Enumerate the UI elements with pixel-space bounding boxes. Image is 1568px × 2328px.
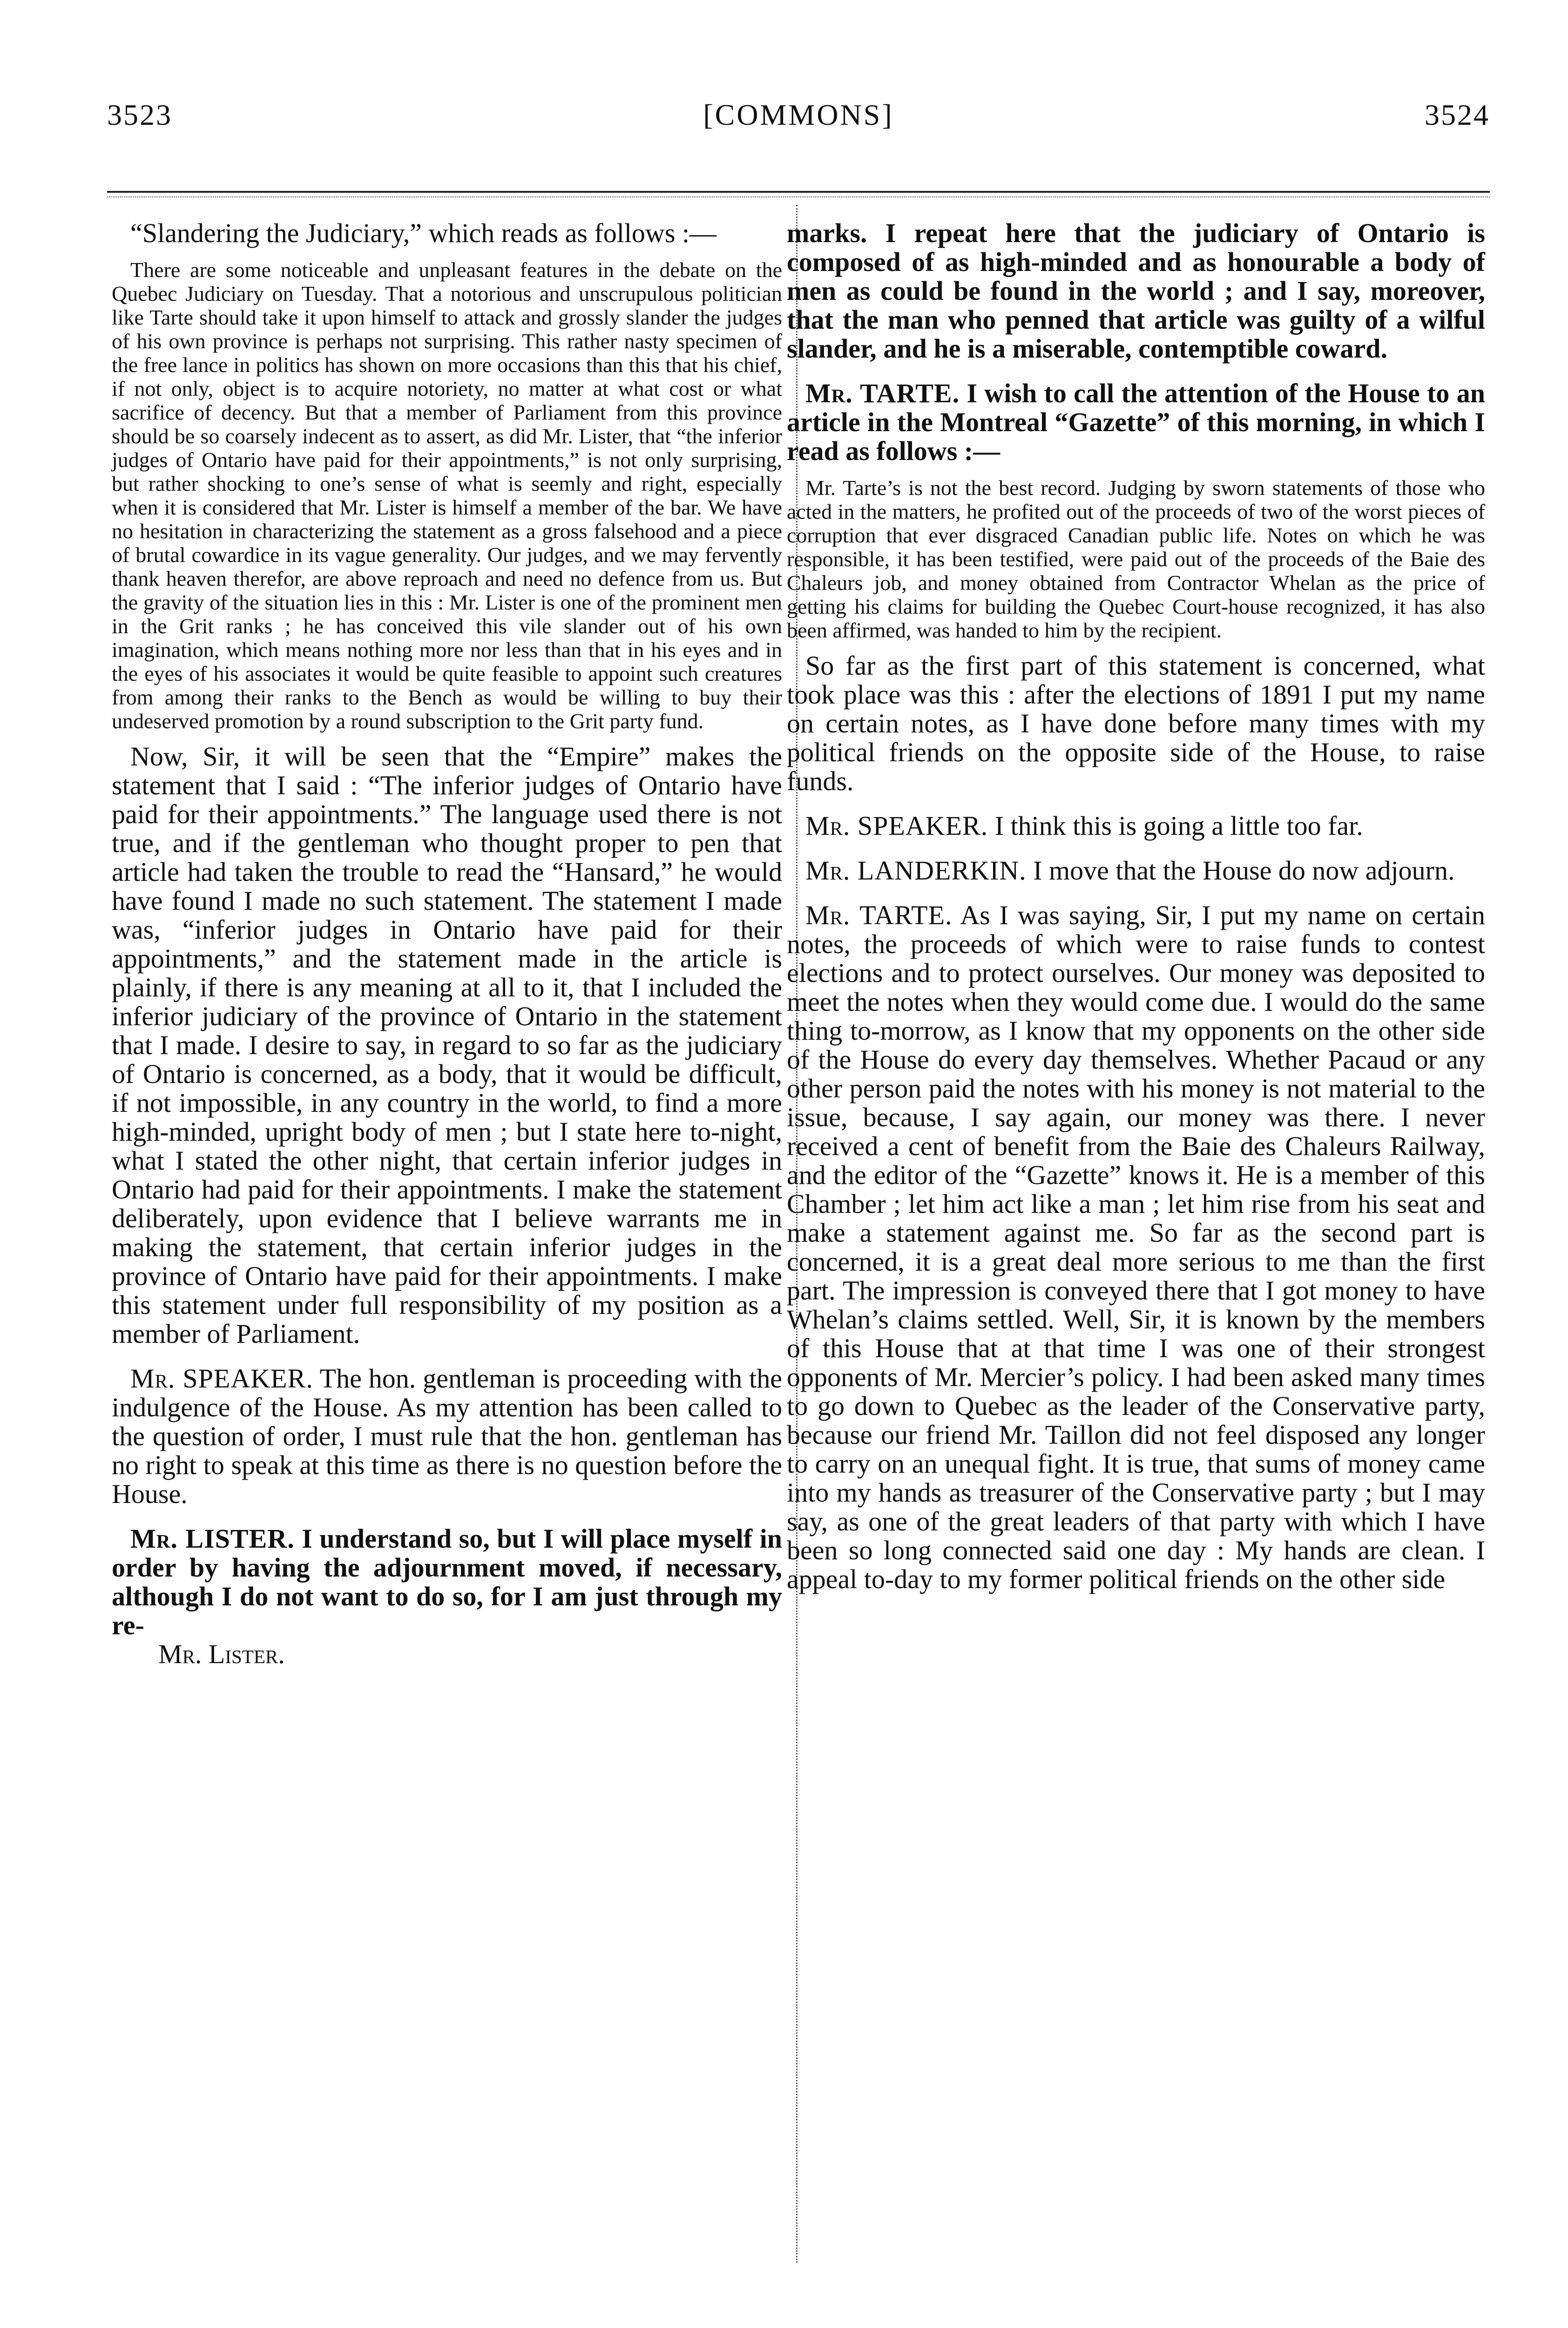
speaker-name-label-2: Mr. SPEAKER. bbox=[805, 811, 988, 841]
left-page-number: 3523 bbox=[107, 98, 172, 131]
header-dotted-rule bbox=[107, 196, 1490, 197]
lister-reply-text: I understand so, but I will place myself in order by having the adjournment moved, if necessary, although I do not want to do so, for I am just through my re- bbox=[112, 1523, 783, 1640]
landerkin-name-label: Mr. LANDERKIN. bbox=[805, 855, 1027, 886]
speaker-name-label: Mr. SPEAKER. bbox=[130, 1363, 313, 1394]
lister-continuation: marks. I repeat here that the judiciary of Ontario is composed of as high-minded and as honourable a body of men as could be found in the world ; and I say, moreover, that the man who penned that article was guilty of a wilful slander, and he is a miserable, contemptible coward. bbox=[787, 218, 1485, 364]
tarte-name-label: Mr. TARTE. bbox=[805, 378, 960, 408]
tarte-paragraph: So far as the first part of this statement is concerned, what took place was this : after the elections of 1891 I put my name on certain notes, as I have done before many times with my political friends on the opposite side of the House, to raise funds. bbox=[787, 650, 1485, 796]
page-header bbox=[107, 98, 1490, 149]
left-column bbox=[112, 219, 782, 1669]
speaker-ruling-text: The hon. gentleman is proceeding with the indulgence of the House. As my attention has been called to the question of order, I must rule that the hon. gentleman has no right to speak at this time as there is no question before the House. bbox=[112, 1363, 783, 1509]
empire-quote: There are some noticeable and unpleasant features in the debate on the Quebec Judiciary on Tuesday. That a notorious and unscrupulous politician like Tarte should take it upon himself to attack and grossly slander the judges of his own province is perhaps not surprising. This rather nasty specimen of the free lance in politics has shown on more occasions than this that his chief, if not only, object is to acquire notoriety, no matter at what cost or what sacrifice of decency. But that a member of Parliament from this province should be so coarsely indecent as to assert, as did Mr. Lister, that “the inferior judges of Ontario have paid for their appointments,” is not only surprising, but rather shocking to one’s sense of what is seemly and right, especially when it is considered that Mr. Lister is himself a member of the bar. We have no hesitation in characterizing the statement as a gross falsehood and a piece of brutal cowardice in its vague generality. Our judges, and we may fervently thank heaven therefor, are above reproach and need no defence from us. But the gravity of the situation lies in this : Mr. Lister is one of the prominent men in the Grit ranks ; he has conceived this vile slander out of his own imagination, which means nothing more nor less than that in his eyes and in the eyes of his associates it would be quite feasible to appoint such creatures from among their ranks to the Bench as would be willing to buy their undeserved promotion by a round subscription to the Grit party fund. bbox=[112, 258, 782, 733]
gazette-quote: Mr. Tarte’s is not the best record. Judging by sworn statements of those who acted in the matters, he profited out of the proceeds of two of the worst pieces of corruption that ever disgraced Canadian public life. Notes on which he was responsible, it has been testified, were paid out of the proceeds of the Baie des Chaleurs job, and money obtained from Contractor Whelan as the price of getting his claims for building the Quebec Court-house recognized, it has also been affirmed, was handed to him by the recipient. bbox=[787, 476, 1485, 642]
quote-intro: “Slandering the Judiciary,” which reads as follows :— bbox=[130, 218, 717, 248]
tarte-statement bbox=[787, 379, 1485, 466]
tarte-continued bbox=[787, 901, 1485, 1594]
speaker-interjection-text: I think this is going a little too far. bbox=[994, 811, 1363, 841]
lister-reply bbox=[112, 1524, 782, 1640]
tarte-name-label-2: Mr. TARTE. bbox=[805, 900, 953, 930]
column-footer-name: Mr. Lister. bbox=[158, 1639, 285, 1669]
landerkin-motion bbox=[787, 856, 1485, 885]
speaker-interjection bbox=[787, 812, 1485, 840]
landerkin-motion-text: I move that the House do now adjourn. bbox=[1033, 855, 1455, 886]
tarte-continued-text: As I was saying, Sir, I put my name on certain notes, the proceeds of which were to raise funds to contest elections and to protect ourselves. Our money was deposited to meet the notes when they would come due. I would do the same thing to-morrow, as I know that my opponents on the other side of the House do every day themselves. Whether Pacaud or any other person paid the notes with his money is not material to the issue, because, I say again, our money was there. I never received a cent of benefit from the Baie des Chaleurs Railway, and the editor of the “Gazette” knows it. He is a member of this Chamber ; let him act like a man ; let him rise from his seat and make a statement against me. So far as the second part is concerned, it is a great deal more serious to me than the first part. The impression is conveyed there that I got money to have Whelan’s claims settled. Well, Sir, it is known by the members of this House that at that time I was one of their strongest opponents of Mr. Mercier’s policy. I had been asked many times to go down to Quebec as the leader of the Conservative party, because our friend Mr. Taillon did not feel disposed any longer to carry on an unequal fight. It is true, that sums of money came into my hands as treasurer of the Conservative party ; but I may say, as one of the great leaders of that party with which I have been so long connected said one day : My hands are clean. I appeal to-day to my former political friends on the other side bbox=[787, 900, 1485, 1594]
header-rule bbox=[107, 191, 1490, 193]
header-title: [COMMONS] bbox=[703, 98, 894, 131]
right-column bbox=[787, 219, 1485, 1594]
speaker-ruling bbox=[112, 1364, 782, 1509]
lister-name-label: Mr. LISTER. bbox=[130, 1523, 295, 1554]
tarte-statement-text: I wish to call the attention of the House to an article in the Montreal “Gazette” of this morning, in which I read as follows :— bbox=[787, 378, 1486, 466]
lister-speech-paragraph: Now, Sir, it will be seen that the “Empire” makes the statement that I said : “The inferior judges of Ontario have paid for their appointments.” The language used there is not true, and if the gentleman who thought proper to pen that article had taken the trouble to read the “Hansard,” he would have found I made no such statement. The statement I made was, “inferior judges in Ontario have paid for their appointments,” and the statement made in the article is plainly, if there is any meaning at all to it, that I included the inferior judiciary of the province of Ontario in the statement that I made. I desire to say, in regard to so far as the judiciary of Ontario is concerned, as a body, that it would be difficult, if not impossible, in any country in the world, to find a more high-minded, upright body of men ; but I state here to-night, what I stated the other night, that certain inferior judges in Ontario had paid for their appointments. I make the statement deliberately, upon evidence that I believe warrants me in making the statement, that certain inferior judges in the province of Ontario have paid for their appointments. I make this statement under full responsibility of my position as a member of Parliament. bbox=[112, 741, 782, 1349]
right-page-number: 3524 bbox=[1425, 98, 1490, 131]
